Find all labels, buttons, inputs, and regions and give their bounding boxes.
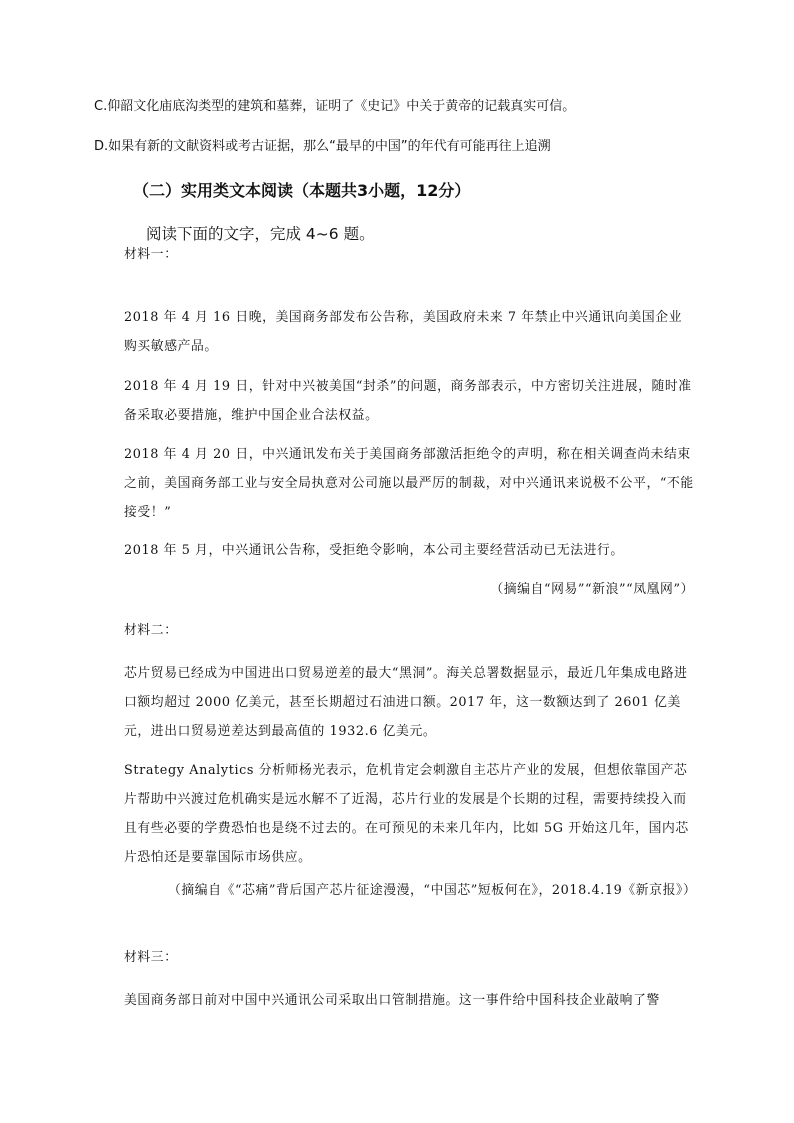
material3-heading: 材料三：: [124, 950, 178, 965]
paragraph-text: Strategy Analytics 分析师杨光表示，危机肯定会刺激自主芯片产业的发展，但想依靠国产芯片帮助中兴渡过危机确实是远水解不了近渴，芯片行业的发展是个长期的过程，需要持续投入而且有些必要的学费恐怕也是绕不过去的。在可预见的未来几年内，比如 5G 开始这几年，国内芯片恐怕还是要靠国际市场供应。: [124, 763, 689, 865]
material1-heading: 材料一：: [124, 247, 178, 262]
material1-paragraph-3: [124, 440, 694, 527]
material1-paragraph-2: [124, 372, 694, 430]
paragraph-text: 2018 年 4 月 20 日，中兴通讯发布关于美国商务部激活拒绝令的声明，称在相关调查尚未结束之前，美国商务部工业与安全局执意对公司施以最严厉的制裁，对中兴通讯来说极不公平，“不能接受！”: [124, 447, 694, 520]
section-title: （二）实用类文本阅读（本题共3小题，12分）: [133, 181, 471, 200]
material3-paragraph-1: [124, 986, 694, 1015]
paragraph-text: 2018 年 4 月 19 日，针对中兴被美国“封杀”的问题，商务部表示，中方密切关注进展，随时准备采取必要措施，维护中国企业合法权益。: [124, 379, 692, 423]
paragraph-text: 2018 年 4 月 16 日晚，美国商务部发布公告称，美国政府未来 7 年禁止中兴通讯向美国企业购买敏感产品。: [124, 310, 683, 354]
material2-source: （摘编自《“芯痛”背后国产芯片征途漫漫，“中国芯”短板何在》，2018.4.19《新京报》）: [168, 883, 697, 898]
paragraph-text: 2018 年 5 月，中兴通讯公告称，受拒绝令影响，本公司主要经营活动已无法进行。: [124, 543, 624, 558]
paragraph-text: 美国商务部日前对中国中兴通讯公司采取出口管制措施。这一事件给中国科技企业敲响了警: [124, 993, 660, 1008]
material1-paragraph-4: [124, 536, 694, 565]
instruction: 阅读下面的文字，完成 4~6 题。: [146, 225, 375, 243]
paragraph-text: 芯片贸易已经成为中国进出口贸易逆差的最大“黑洞”。海关总署数据显示，最近几年集成电路进口额均超过 2000 亿美元，甚至长期超过石油进口额。2017 年，这一数额达到了 2601 亿美元，进出口贸易逆差达到最高值的 1932.6 亿美元。: [124, 666, 688, 739]
material1-paragraph-1: [124, 303, 694, 361]
material1-source: （摘编自“网易”“新浪”“凤凰网”）: [490, 582, 694, 597]
material2-paragraph-1: [124, 659, 694, 746]
material2-paragraph-2: [124, 756, 694, 872]
option-d: D.如果有新的文献资料或考古证据，那么“最早的中国”的年代有可能再往上追溯: [94, 139, 551, 154]
option-c: C.仰韶文化庙底沟类型的建筑和墓葬，证明了《史记》中关于黄帝的记载真实可信。: [94, 99, 576, 114]
material2-heading: 材料二：: [124, 623, 178, 638]
